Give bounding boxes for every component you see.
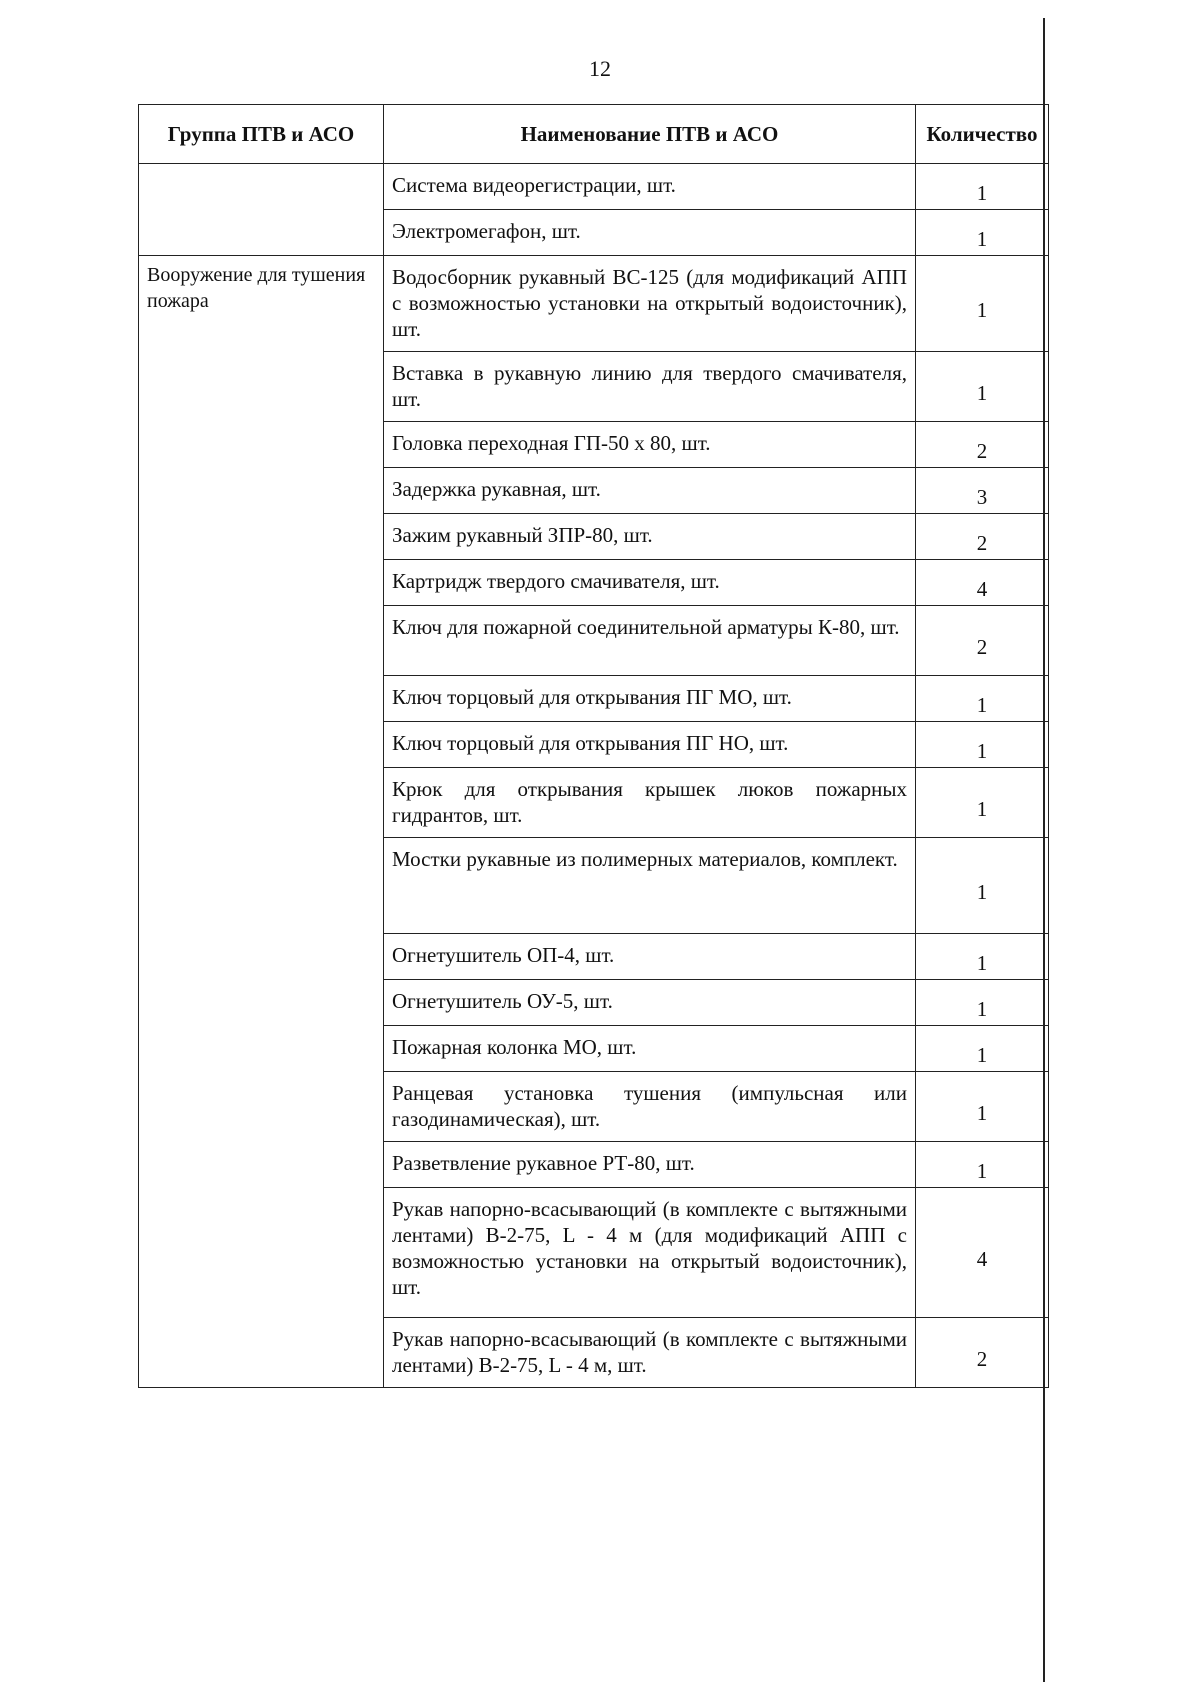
header-group: Группа ПТВ и АСО — [139, 105, 384, 164]
item-name: Зажим рукавный ЗПР-80, шт. — [384, 514, 916, 560]
item-name: Система видеорегистрации, шт. — [384, 164, 916, 210]
item-quantity: 2 — [916, 422, 1049, 468]
item-name: Ключ для пожарной соединительной арматуры К-80, шт. — [384, 606, 916, 676]
header-name: Наименование ПТВ и АСО — [384, 105, 916, 164]
item-quantity: 1 — [916, 1026, 1049, 1072]
item-name: Картридж твердого смачивателя, шт. — [384, 560, 916, 606]
item-quantity: 1 — [916, 934, 1049, 980]
item-name: Пожарная колонка МО, шт. — [384, 1026, 916, 1072]
item-name: Водосборник рукавный ВС-125 (для модификаций АПП с возможностью установки на открытый водоисточник), шт. — [384, 256, 916, 352]
item-name: Огнетушитель ОУ-5, шт. — [384, 980, 916, 1026]
item-quantity: 2 — [916, 1318, 1049, 1388]
header-row — [139, 105, 1049, 164]
item-quantity: 1 — [916, 164, 1049, 210]
item-quantity: 1 — [916, 210, 1049, 256]
table-header — [139, 105, 1049, 164]
item-name: Ключ торцовый для открывания ПГ МО, шт. — [384, 676, 916, 722]
item-name: Мостки рукавные из полимерных материалов, комплект. — [384, 838, 916, 934]
item-name: Разветвление рукавное РТ-80, шт. — [384, 1142, 916, 1188]
item-name: Вставка в рукавную линию для твердого смачивателя, шт. — [384, 352, 916, 422]
table-body — [139, 164, 1049, 1388]
item-name: Задержка рукавная, шт. — [384, 468, 916, 514]
item-name: Электромегафон, шт. — [384, 210, 916, 256]
item-quantity: 2 — [916, 606, 1049, 676]
item-quantity: 1 — [916, 256, 1049, 352]
item-quantity: 1 — [916, 676, 1049, 722]
item-quantity: 4 — [916, 1188, 1049, 1318]
item-quantity: 1 — [916, 722, 1049, 768]
item-name: Ранцевая установка тушения (импульсная или газодинамическая), шт. — [384, 1072, 916, 1142]
group-label: Вооружение для тушения пожара — [139, 256, 384, 1388]
item-quantity: 1 — [916, 1072, 1049, 1142]
item-name: Крюк для открывания крышек люков пожарных гидрантов, шт. — [384, 768, 916, 838]
header-quantity: Количество — [916, 105, 1049, 164]
item-quantity: 4 — [916, 560, 1049, 606]
equipment-table — [138, 104, 1049, 1388]
item-name: Огнетушитель ОП-4, шт. — [384, 934, 916, 980]
item-quantity: 1 — [916, 980, 1049, 1026]
item-name: Рукав напорно-всасывающий (в комплекте с вытяжными лентами) В-2-75, L - 4 м, шт. — [384, 1318, 916, 1388]
item-name: Рукав напорно-всасывающий (в комплекте с вытяжными лентами) В-2-75, L - 4 м (для модификаций АПП с возможностью установки на открытый водоисточник), шт. — [384, 1188, 916, 1318]
table-row — [139, 256, 1049, 352]
item-name: Головка переходная ГП-50 х 80, шт. — [384, 422, 916, 468]
page-number: 12 — [589, 56, 611, 81]
item-quantity: 1 — [916, 352, 1049, 422]
item-quantity: 1 — [916, 1142, 1049, 1188]
item-quantity: 1 — [916, 768, 1049, 838]
item-quantity: 1 — [916, 838, 1049, 934]
item-quantity: 3 — [916, 468, 1049, 514]
table-row — [139, 164, 1049, 210]
item-quantity: 2 — [916, 514, 1049, 560]
item-name: Ключ торцовый для открывания ПГ НО, шт. — [384, 722, 916, 768]
group-cell-empty — [139, 164, 384, 256]
